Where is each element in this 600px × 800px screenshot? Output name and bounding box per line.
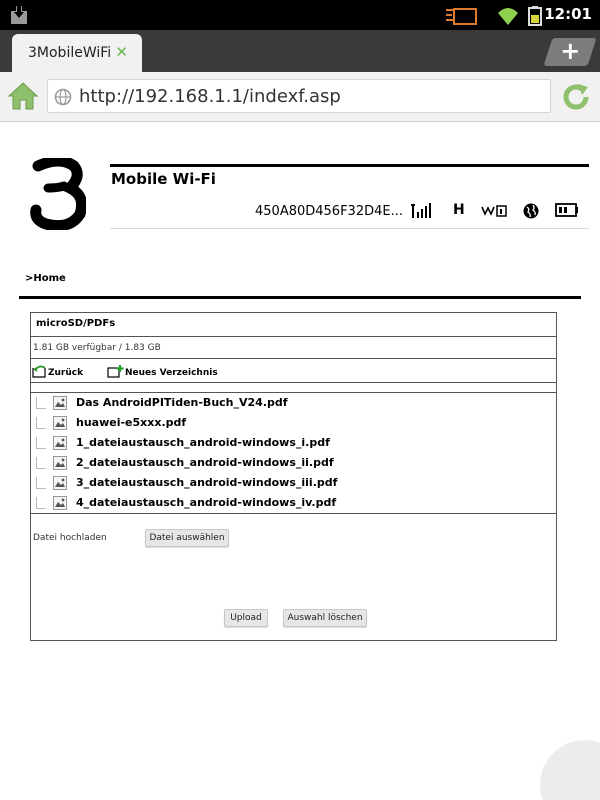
plus-icon: + <box>560 37 581 65</box>
file-checkbox[interactable] <box>36 397 46 409</box>
network-type: H <box>453 202 465 218</box>
page-curl-decoration <box>540 740 600 800</box>
device-id: 450A80D456F32D4E... <box>255 204 403 219</box>
file-row[interactable] <box>31 433 556 453</box>
storage-row <box>31 337 556 359</box>
file-manager-panel <box>30 312 557 641</box>
file-name[interactable]: 2_dateiaustausch_android-windows_ii.pdf <box>76 456 334 469</box>
close-icon[interactable]: ✕ <box>115 43 128 61</box>
status-bar <box>0 0 600 30</box>
file-checkbox[interactable] <box>36 457 46 469</box>
file-image-icon <box>53 435 67 454</box>
file-image-icon <box>53 455 67 474</box>
back-folder-icon <box>32 364 48 378</box>
breadcrumb[interactable]: >Home <box>25 273 66 284</box>
file-checkbox[interactable] <box>36 417 46 429</box>
url-input[interactable] <box>47 79 551 113</box>
current-path: microSD/PDFs <box>36 318 116 329</box>
page-title: Mobile Wi-Fi <box>111 170 216 188</box>
clock: 12:01 <box>544 5 592 23</box>
wifi-status-icon <box>480 202 508 222</box>
home-button[interactable] <box>7 81 39 115</box>
file-name[interactable]: Das AndroidPITiden-Buch_V24.pdf <box>76 396 288 409</box>
file-name[interactable]: 4_dateiaustausch_android-windows_iv.pdf <box>76 496 337 509</box>
file-row[interactable] <box>31 413 556 433</box>
toolbar <box>31 359 556 383</box>
upload-label: Datei hochladen <box>33 533 107 543</box>
file-image-icon <box>53 395 67 414</box>
clear-selection-button[interactable]: Auswahl löschen <box>283 609 367 627</box>
back-button[interactable] <box>32 364 83 378</box>
new-folder-label: Neues Verzeichnis <box>125 368 218 378</box>
wifi-icon <box>496 6 520 30</box>
file-row[interactable] <box>31 473 556 493</box>
file-name[interactable]: 3_dateiaustausch_android-windows_iii.pdf <box>76 476 338 489</box>
file-checkbox[interactable] <box>36 477 46 489</box>
header-separator <box>110 228 589 229</box>
url-bar <box>0 72 600 122</box>
file-image-icon <box>53 495 67 514</box>
download-notification-icon[interactable] <box>10 5 28 29</box>
battery-icon <box>528 6 542 30</box>
file-image-icon <box>53 415 67 434</box>
new-folder-icon <box>107 364 125 378</box>
file-list <box>31 393 556 514</box>
browser-tab[interactable] <box>12 34 142 72</box>
new-folder-button[interactable] <box>107 364 218 378</box>
reload-button[interactable] <box>560 81 592 117</box>
battery-icon <box>555 202 579 222</box>
file-image-icon <box>53 475 67 494</box>
url-text: http://192.168.1.1/indexf.asp <box>79 86 341 107</box>
brand-logo <box>30 158 86 234</box>
browser-tab-bar <box>0 30 600 72</box>
file-row[interactable] <box>31 493 556 513</box>
toolbar-spacer <box>31 383 556 393</box>
header-divider <box>110 164 589 167</box>
back-label: Zurück <box>48 368 84 378</box>
file-row[interactable] <box>31 393 556 413</box>
content-divider <box>19 296 581 299</box>
reload-icon <box>560 81 592 113</box>
signal-icon <box>410 202 434 222</box>
file-checkbox[interactable] <box>36 437 46 449</box>
globe-icon <box>522 202 540 224</box>
upload-button[interactable]: Upload <box>224 609 268 627</box>
screen-mirror-icon <box>444 6 478 30</box>
file-name[interactable]: huawei-e5xxx.pdf <box>76 416 187 429</box>
home-icon <box>7 81 39 111</box>
new-tab-button[interactable] <box>543 38 596 66</box>
file-checkbox[interactable] <box>36 497 46 509</box>
file-name[interactable]: 1_dateiaustausch_android-windows_i.pdf <box>76 436 330 449</box>
choose-file-button[interactable]: Datei auswählen <box>145 529 229 547</box>
path-row <box>31 313 556 337</box>
storage-info: 1.81 GB verfügbar / 1.83 GB <box>33 343 161 353</box>
tab-title: 3MobileWiFi <box>28 45 112 61</box>
globe-icon <box>54 88 72 110</box>
file-row[interactable] <box>31 453 556 473</box>
